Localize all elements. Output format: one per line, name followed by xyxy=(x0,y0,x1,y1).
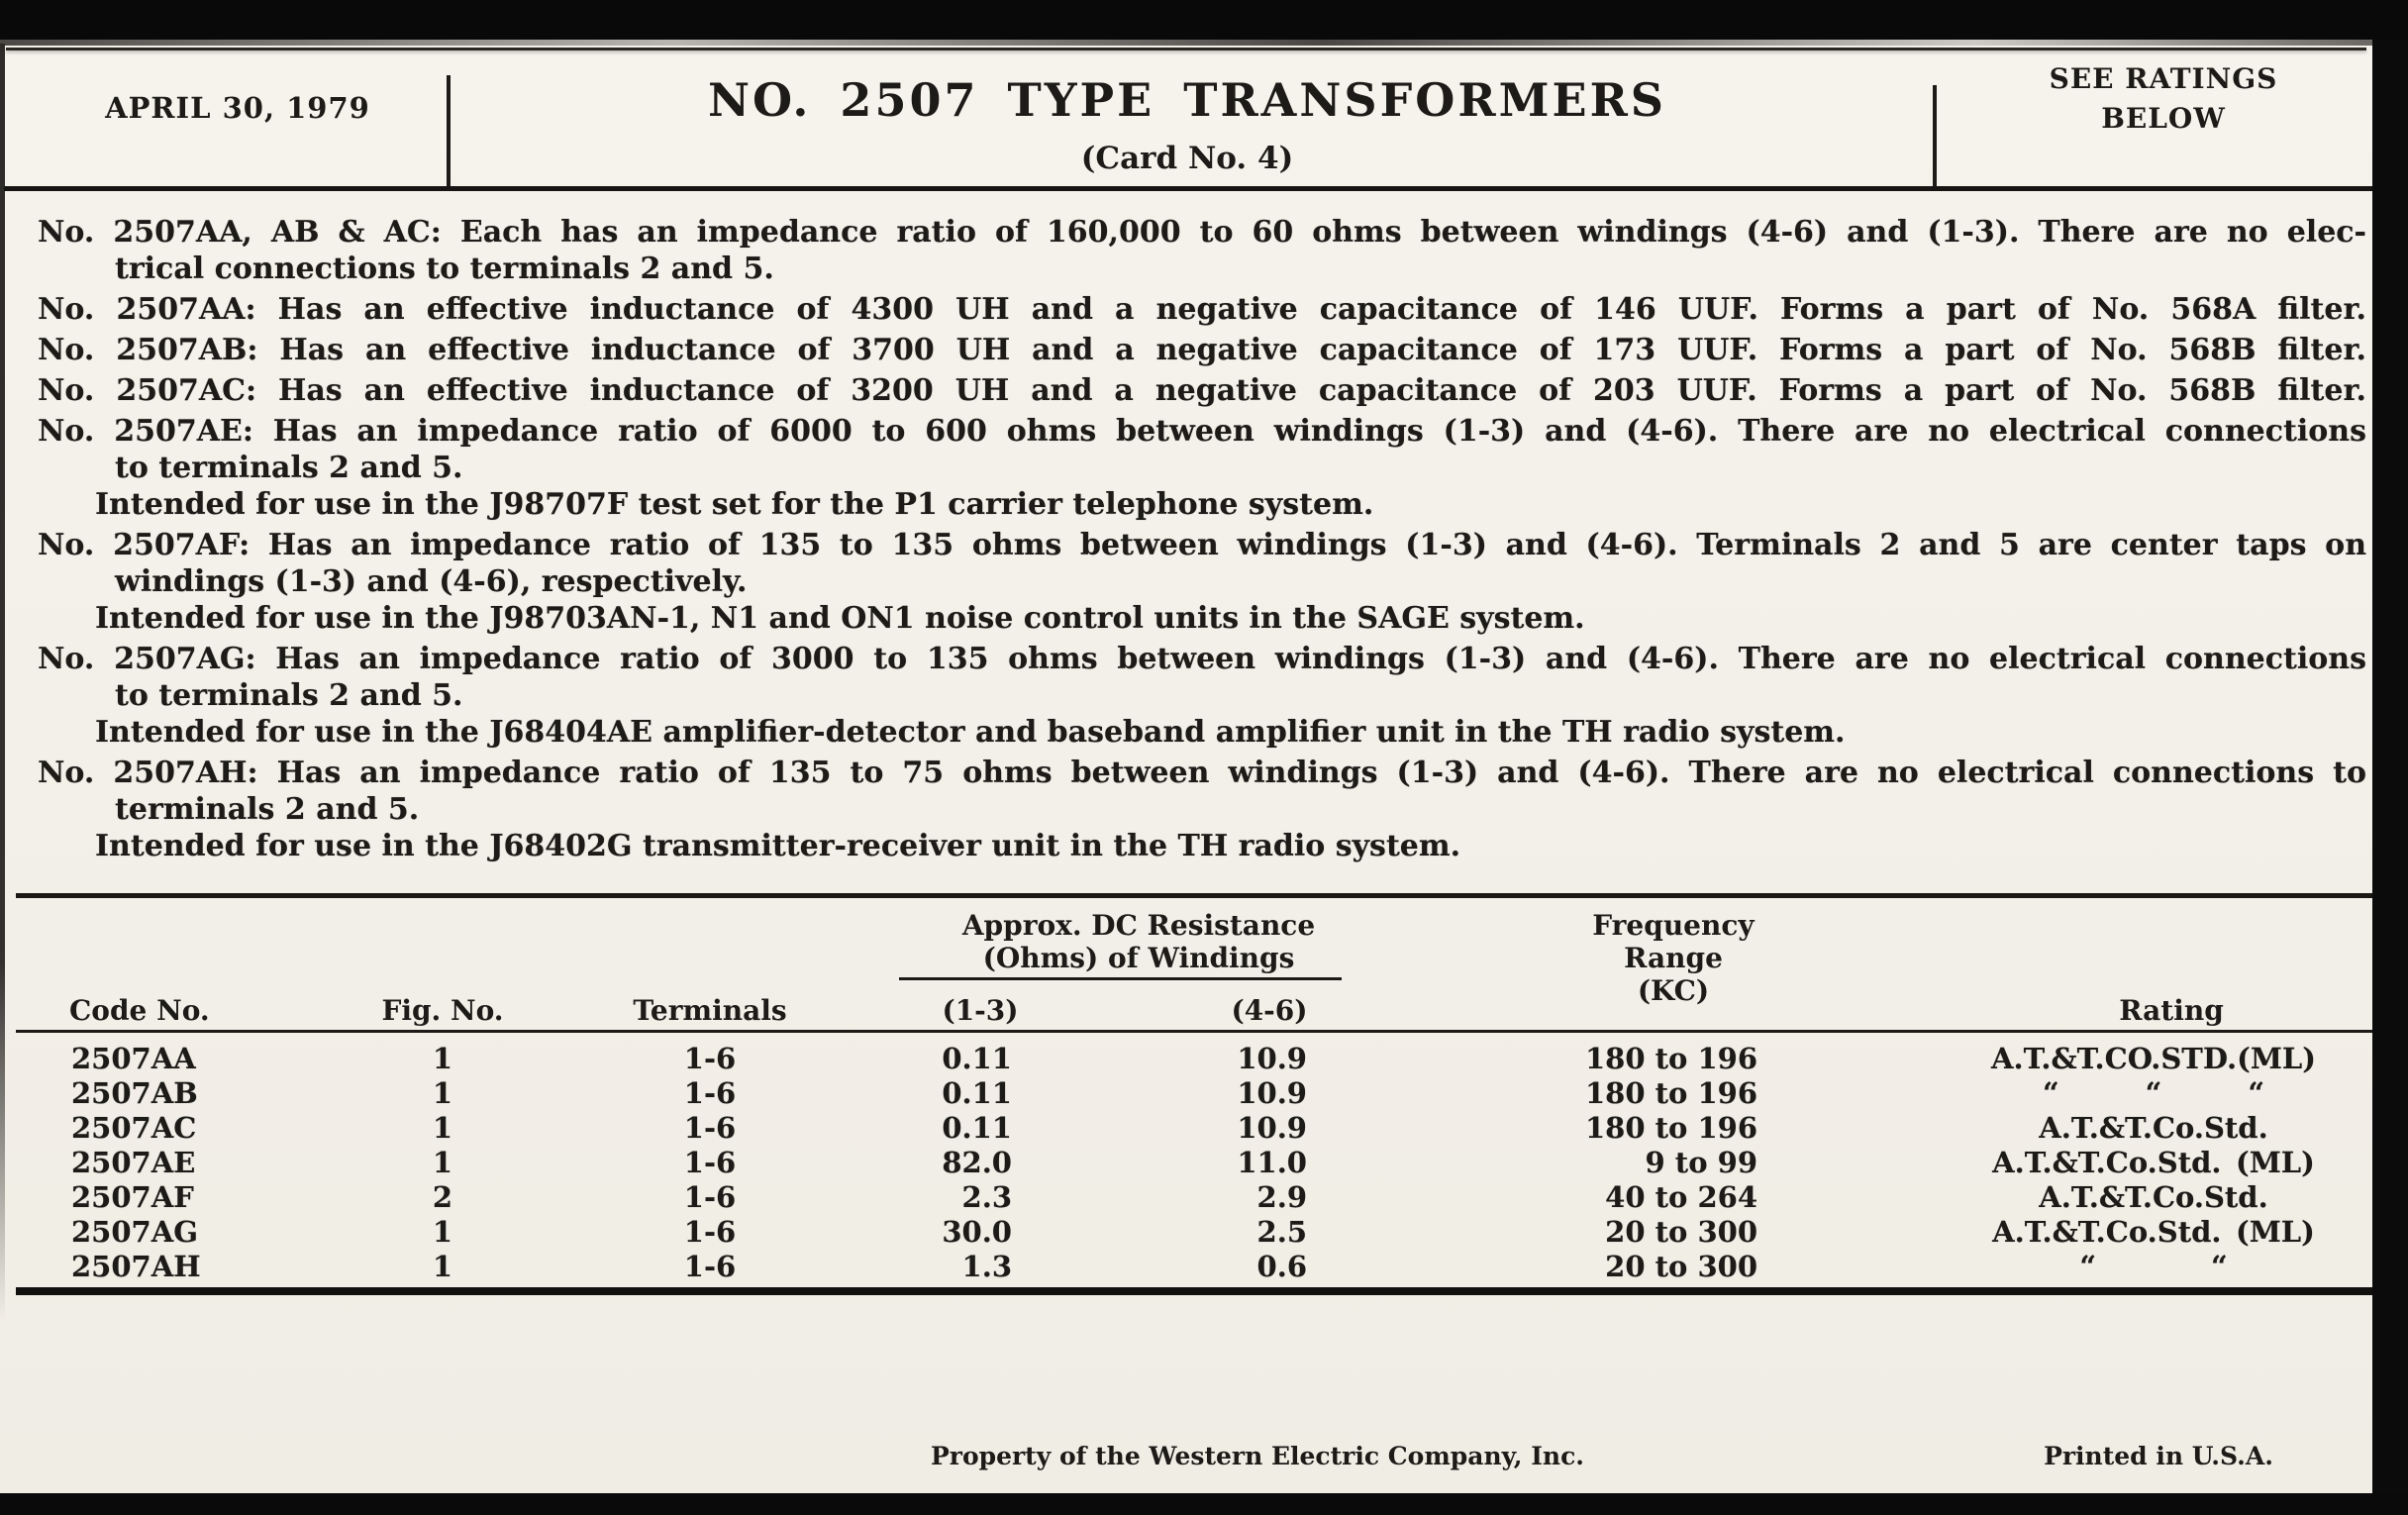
cell-rating: A.T.&T.Co.Std. xyxy=(2039,1111,2268,1145)
table-row xyxy=(0,1042,2374,1076)
table-row xyxy=(0,1250,2374,1284)
table-row xyxy=(0,1146,2374,1180)
column-header-winding-4-6: (4-6) xyxy=(1231,994,1308,1027)
scan-right-bar xyxy=(2372,40,2408,1515)
cell-fig: 1 xyxy=(432,1250,453,1283)
body-line: No. 2507AF: Has an impedance ratio of 135 to 135 ohms between windings (1-3) and (4-6). Terminals 2 and 5 are center taps on xyxy=(38,528,2366,562)
cell-fig: 1 xyxy=(432,1111,453,1145)
cell-terminals: 1-6 xyxy=(683,1250,737,1283)
body-line: No. 2507AC: Has an effective inductance of 3200 UH and a negative capacitance of 203 UUF. Forms a part of No. 568B filter. xyxy=(38,373,2366,408)
cell-terminals: 1-6 xyxy=(683,1076,737,1110)
cell-rating: “ “ xyxy=(2079,1250,2228,1283)
cell-r13: 2.3 xyxy=(961,1180,1012,1214)
page-title: NO. 2507 TYPE TRANSFORMERS xyxy=(707,73,1667,127)
table-bottom-rule xyxy=(16,1287,2376,1295)
cell-r13: 30.0 xyxy=(942,1215,1012,1249)
paper-card xyxy=(0,36,2374,1493)
cell-terminals: 1-6 xyxy=(683,1180,737,1214)
cell-r13: 82.0 xyxy=(942,1146,1012,1179)
body-line: No. 2507AE: Has an impedance ratio of 6000 to 600 ohms between windings (1-3) and (4-6). There are no electrical connections xyxy=(38,414,2366,449)
body-line: No. 2507AB: Has an effective inductance of 3700 UH and a negative capacitance of 173 UUF. Forms a part of No. 568B filter. xyxy=(38,333,2366,367)
card-top-rule xyxy=(6,48,2366,50)
cell-r46: 10.9 xyxy=(1237,1076,1307,1110)
group-header-resistance-line2: (Ohms) of Windings xyxy=(982,942,1295,974)
body-line: No. 2507AH: Has an impedance ratio of 135 to 75 ohms between windings (1-3) and (4-6). There are no electrical connections to xyxy=(38,756,2366,790)
cell-rating: “ “ “ xyxy=(2042,1076,2265,1110)
card-date: APRIL 30, 1979 xyxy=(105,91,370,125)
table-row xyxy=(0,1076,2374,1111)
cell-fig: 1 xyxy=(432,1042,453,1075)
cell-r46: 10.9 xyxy=(1237,1111,1307,1145)
cell-freq: 180 to 196 xyxy=(1585,1076,1757,1110)
body-line: Intended for use in the J68402G transmitter-receiver unit in the TH radio system. xyxy=(95,829,1461,863)
body-line: Intended for use in the J98703AN-1, N1 and ON1 noise control units in the SAGE system. xyxy=(95,601,1585,636)
table-header-rule xyxy=(16,1030,2376,1033)
cell-terminals: 1-6 xyxy=(683,1146,737,1179)
body-line: Intended for use in the J68404AE amplifier-detector and baseband amplifier unit in the TH radio system. xyxy=(95,715,1846,750)
footer-printed-notice: Printed in U.S.A. xyxy=(2044,1442,2273,1470)
footer-property-notice: Property of the Western Electric Company, Inc. xyxy=(930,1442,1584,1470)
cell-code: 2507AE xyxy=(71,1146,196,1179)
cell-code: 2507AB xyxy=(71,1076,198,1110)
column-header-terminals: Terminals xyxy=(633,994,787,1027)
cell-r13: 1.3 xyxy=(961,1250,1012,1283)
scan-top-bar xyxy=(0,0,2408,40)
cell-rating: A.T.&T.CO.STD.(ML) xyxy=(1990,1042,2317,1075)
cell-freq: 20 to 300 xyxy=(1605,1250,1757,1283)
body-line: No. 2507AA, AB & AC: Each has an impedance ratio of 160,000 to 60 ohms between windings (4-6) and (1-3). There are no elec- xyxy=(38,215,2366,250)
see-ratings-note xyxy=(1965,59,2361,139)
table-top-rule xyxy=(16,893,2376,898)
body-text xyxy=(38,210,2366,864)
column-header-code: Code No. xyxy=(69,994,210,1027)
table-row xyxy=(0,1111,2374,1146)
scan-bottom-bar xyxy=(0,1493,2408,1515)
column-header-winding-1-3: (1-3) xyxy=(942,994,1019,1027)
cell-freq: 180 to 196 xyxy=(1585,1111,1757,1145)
column-header-frequency-line2: Range xyxy=(1624,942,1723,974)
cell-fig: 1 xyxy=(432,1076,453,1110)
cell-code: 2507AA xyxy=(71,1042,196,1075)
cell-terminals: 1-6 xyxy=(683,1111,737,1145)
cell-code: 2507AG xyxy=(71,1215,198,1249)
scan-top-smear xyxy=(0,40,2408,46)
see-ratings-line2: BELOW xyxy=(2101,102,2226,135)
table-row xyxy=(0,1215,2374,1250)
cell-rating: A.T.&T.Co.Std. xyxy=(2039,1180,2268,1214)
see-ratings-line1: SEE RATINGS xyxy=(2049,62,2278,95)
card-number-subtitle: (Card No. 4) xyxy=(1080,141,1294,176)
cell-r46: 2.5 xyxy=(1256,1215,1307,1249)
group-header-resistance-line1: Approx. DC Resistance xyxy=(961,909,1316,942)
header-bottom-rule xyxy=(4,186,2372,191)
body-line: trical connections to terminals 2 and 5. xyxy=(115,252,774,286)
cell-r13: 0.11 xyxy=(942,1111,1012,1145)
cell-freq: 180 to 196 xyxy=(1585,1042,1757,1075)
column-header-frequency-line3: (KC) xyxy=(1637,974,1710,1007)
body-line: Intended for use in the J98707F test set for the P1 carrier telephone system. xyxy=(95,487,1374,522)
cell-freq: 20 to 300 xyxy=(1605,1215,1757,1249)
body-line: to terminals 2 and 5. xyxy=(115,451,463,485)
cell-code: 2507AC xyxy=(71,1111,197,1145)
body-line: windings (1-3) and (4-6), respectively. xyxy=(115,564,748,599)
cell-freq: 40 to 264 xyxy=(1605,1180,1757,1214)
cell-r13: 0.11 xyxy=(942,1076,1012,1110)
cell-fig: 2 xyxy=(432,1180,453,1214)
cell-code: 2507AH xyxy=(71,1250,201,1283)
group-header-underline xyxy=(899,977,1342,980)
column-header-fig: Fig. No. xyxy=(381,994,504,1027)
cell-terminals: 1-6 xyxy=(683,1215,737,1249)
cell-r46: 10.9 xyxy=(1237,1042,1307,1075)
body-line: to terminals 2 and 5. xyxy=(115,678,463,713)
cell-fig: 1 xyxy=(432,1146,453,1179)
cell-fig: 1 xyxy=(432,1215,453,1249)
body-line: No. 2507AG: Has an impedance ratio of 3000 to 135 ohms between windings (1-3) and (4-6). There are no electrical connections xyxy=(38,642,2366,676)
cell-rating: A.T.&T.Co.Std. (ML) xyxy=(1992,1146,2315,1179)
cell-code: 2507AF xyxy=(71,1180,194,1214)
body-line: terminals 2 and 5. xyxy=(115,792,420,827)
cell-freq: 9 to 99 xyxy=(1645,1146,1757,1179)
column-header-frequency-line1: Frequency xyxy=(1592,909,1755,942)
table-rows xyxy=(0,1042,2374,1284)
cell-r13: 0.11 xyxy=(942,1042,1012,1075)
table-row xyxy=(0,1180,2374,1215)
column-header-rating: Rating xyxy=(2119,994,2224,1027)
cell-r46: 11.0 xyxy=(1237,1146,1307,1179)
header-divider-right xyxy=(1933,85,1937,188)
cell-r46: 0.6 xyxy=(1256,1250,1307,1283)
body-line: No. 2507AA: Has an effective inductance of 4300 UH and a negative capacitance of 146 UUF. Forms a part of No. 568A filter. xyxy=(38,292,2366,327)
cell-r46: 2.9 xyxy=(1256,1180,1307,1214)
cell-rating: A.T.&T.Co.Std. (ML) xyxy=(1992,1215,2315,1249)
cell-terminals: 1-6 xyxy=(683,1042,737,1075)
